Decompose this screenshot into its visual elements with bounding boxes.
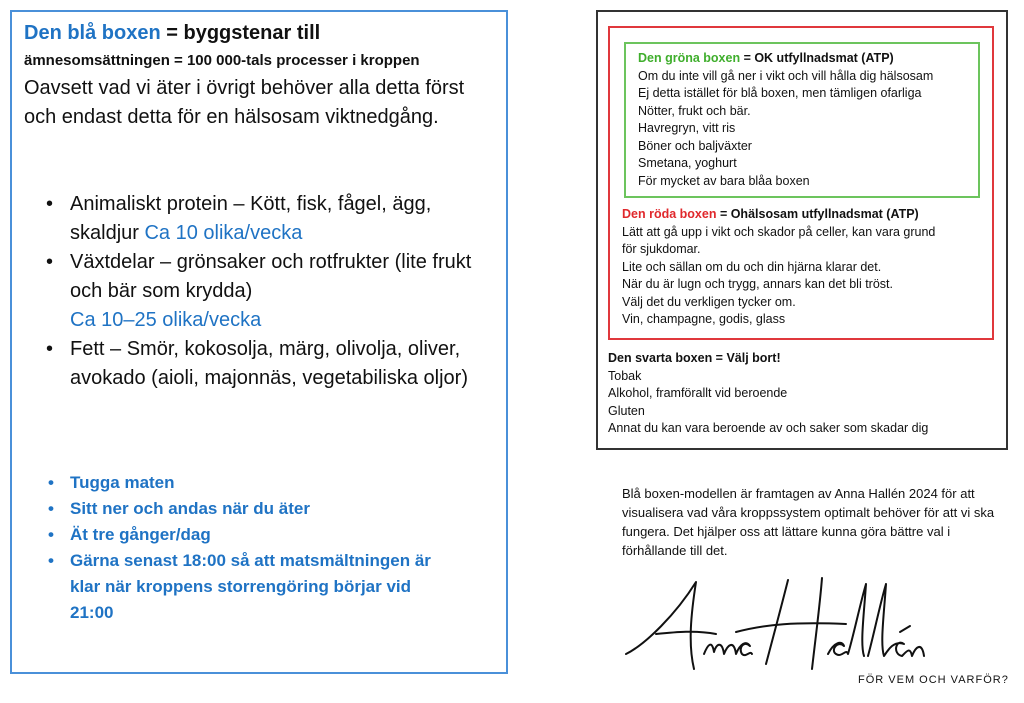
model-description: Blå boxen-modellen är framtagen av Anna Hallén 2024 för att visualisera vad våra kroppssystem optimalt behöver för att vi ska fungera. Det hjälper oss att lättare kunna göra bättre val i förhållande till det. [622, 486, 995, 558]
red-box-line: När du är lugn och trygg, annars kan det bli tröst. [622, 277, 893, 291]
red-box-line: Välj det du verkligen tycker om. [622, 294, 796, 309]
black-box-content [608, 350, 928, 438]
tip-item: • Gärna senast 18:00 så att matsmältningen är klar när kroppens storrengöring börjar vid 21:00 [70, 548, 450, 626]
list-item-protein [70, 190, 490, 248]
black-box-title: Den svarta boxen = Välj bort! [608, 351, 781, 365]
green-box-line: För mycket av bara blåa boxen [638, 173, 810, 188]
black-box-line: Annat du kan vara beroende av och saker som skadar dig [608, 421, 929, 435]
list-item-note: Ca 10–25 olika/vecka [70, 309, 262, 331]
black-box-line: Gluten [608, 403, 645, 418]
red-box-title-colored: Den röda boxen [622, 207, 717, 221]
red-box-line: Lätt att gå upp i vikt och skador på celler, kan vara grund [622, 224, 936, 239]
green-box-line: Ej detta istället för blå boxen, men tämligen ofarliga [638, 86, 922, 100]
green-box-title-colored: Den gröna boxen [638, 51, 741, 65]
blue-box-panel [10, 10, 508, 674]
red-box-line: Vin, champagne, godis, glass [622, 312, 786, 326]
red-box-content [622, 206, 935, 329]
green-box-line: Om du inte vill gå ner i vikt och vill hålla dig hälsosam [638, 68, 934, 83]
tip-item: • Sitt ner och andas när du äter [70, 496, 470, 522]
blue-box-title-rest: = byggstenar till [160, 22, 321, 44]
list-item-vaxtdelar [70, 248, 490, 335]
blue-box-title [24, 22, 320, 45]
black-box-line: Alkohol, framförallt vid beroende [608, 386, 788, 400]
blue-box-subtitle: ämnesomsättningen = 100 000-tals processer i kroppen [24, 52, 420, 69]
signature-logo [616, 574, 1016, 674]
red-box-line: för sjukdomar. [622, 242, 701, 256]
red-box-title [622, 206, 935, 224]
black-box-line: Tobak [608, 368, 642, 383]
green-box-line: Smetana, yoghurt [638, 156, 737, 170]
tip-item: • Tugga maten [70, 470, 470, 496]
list-item-note: Ca 10 olika/vecka [144, 222, 303, 244]
list-item-text: Fett – Smör, kokosolja, märg, olivolja, oliver, avokado (aioli, majonnäs, vegetabiliska oljor) [70, 338, 468, 389]
green-box-line: Havregryn, vitt ris [638, 121, 736, 135]
blue-box-intro: Oavsett vad vi äter i övrigt behöver alla detta först och endast detta för en hälsosam viktnedgång. [24, 77, 465, 128]
green-box-panel [624, 42, 980, 198]
red-box-title-rest: = Ohälsosam utfyllnadsmat (ATP) [716, 207, 919, 221]
green-box-line: Böner och baljväxter [638, 138, 752, 153]
red-box-line: Lite och sällan om du och din hjärna klarar det. [622, 259, 882, 274]
green-box-line: Nötter, frukt och bär. [638, 103, 751, 118]
green-box-content [638, 50, 933, 190]
list-item-text: Animaliskt protein – Kött, fisk, fågel, ägg, skaldjur [70, 193, 432, 244]
signature-tagline: FÖR VEM OCH VARFÖR? [858, 674, 1009, 686]
tip-item: • Ät tre gånger/dag [70, 522, 470, 548]
green-box-title [638, 50, 933, 68]
green-box-title-rest: = OK utfyllnadsmat (ATP) [740, 51, 894, 65]
blue-box-title-colored: Den blå boxen [24, 22, 161, 44]
list-item-text: Växtdelar – grönsaker och rotfrukter (lite frukt och bär som krydda) [70, 251, 472, 302]
list-item-fett [70, 335, 490, 393]
